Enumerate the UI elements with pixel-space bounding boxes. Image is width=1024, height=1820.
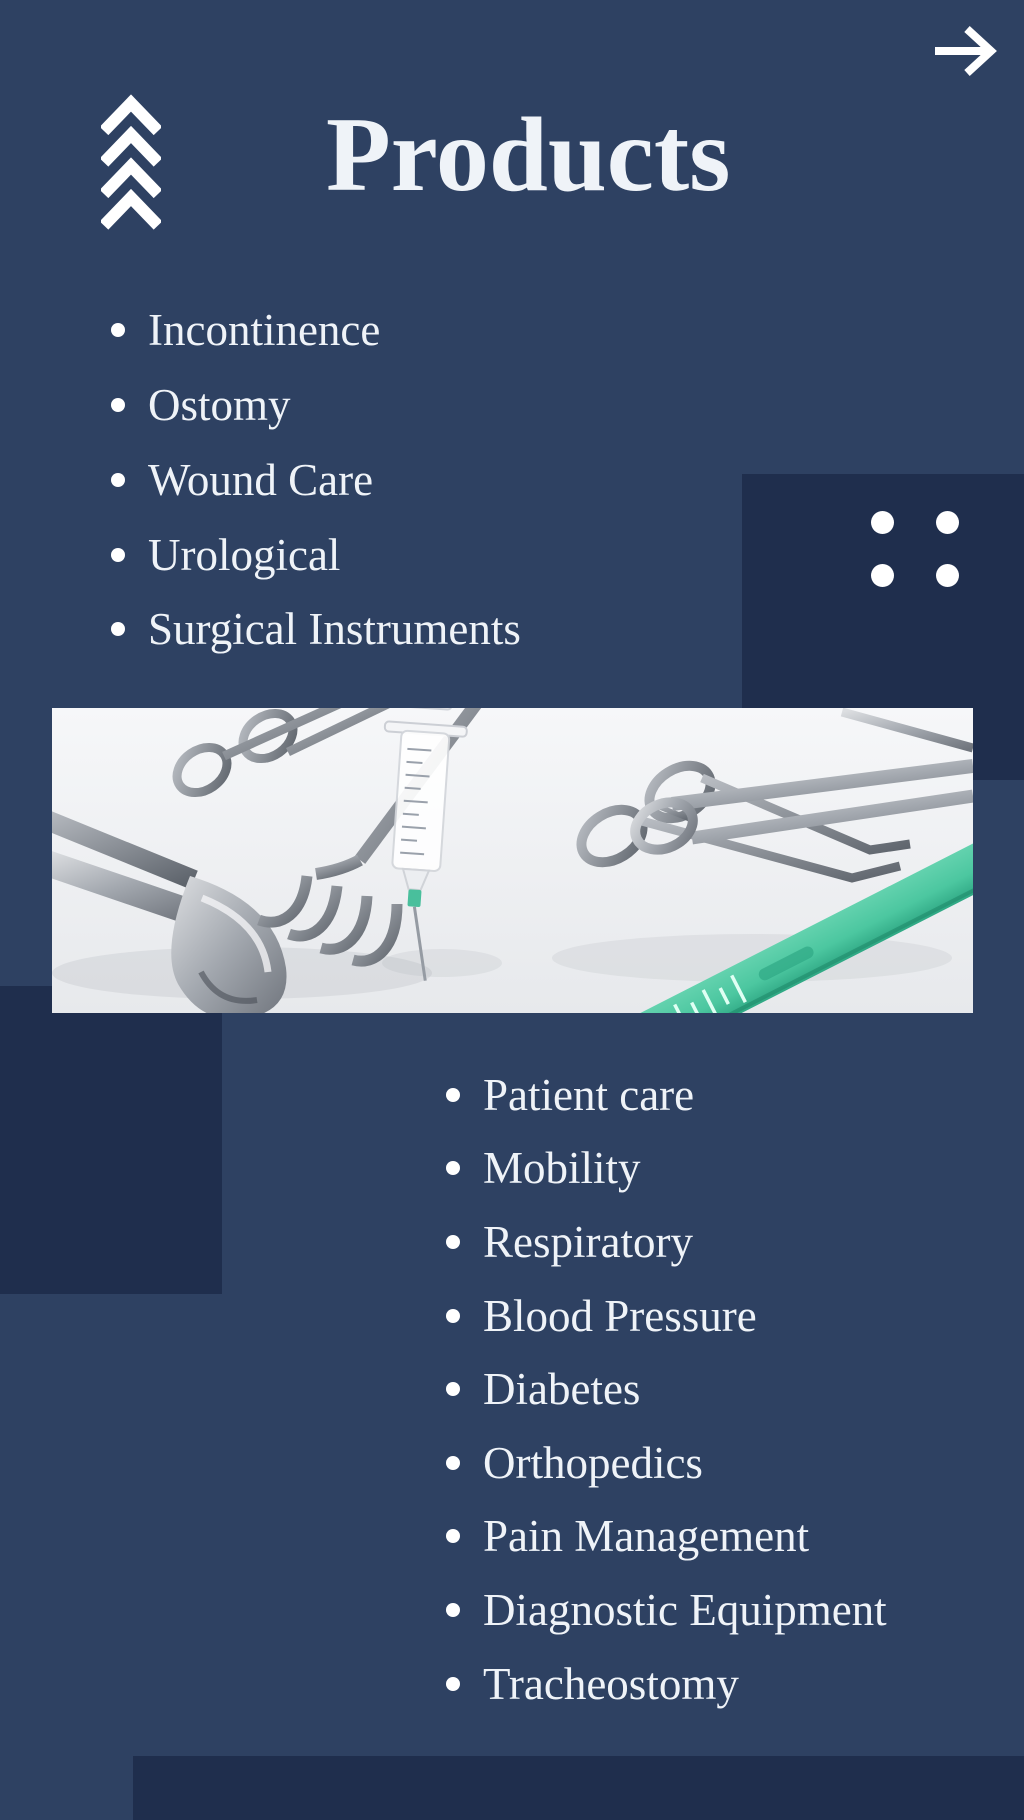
bullet-icon bbox=[446, 1603, 460, 1617]
bullet-icon bbox=[446, 1677, 460, 1691]
list-item-label: Ostomy bbox=[148, 380, 291, 431]
list-item bbox=[435, 1500, 887, 1574]
bullet-icon bbox=[446, 1235, 460, 1249]
bullet-icon bbox=[446, 1456, 460, 1470]
list-item bbox=[435, 1352, 887, 1426]
bullet-icon bbox=[111, 548, 125, 562]
list-item-label: Incontinence bbox=[148, 305, 381, 356]
bullet-icon bbox=[446, 1309, 460, 1323]
list-item bbox=[435, 1058, 887, 1132]
bullet-icon bbox=[446, 1382, 460, 1396]
dot-icon bbox=[871, 564, 894, 587]
accent-bar-bottom bbox=[133, 1756, 1024, 1820]
list-item bbox=[435, 1573, 887, 1647]
list-item-label: Respiratory bbox=[483, 1216, 693, 1267]
surgical-instruments-photo bbox=[52, 708, 973, 1013]
product-list-left bbox=[100, 293, 521, 667]
list-item bbox=[100, 293, 521, 368]
dot-icon bbox=[936, 511, 959, 534]
bullet-icon bbox=[111, 323, 125, 337]
product-list-right bbox=[435, 1058, 887, 1720]
list-item-label: Pain Management bbox=[483, 1511, 810, 1562]
list-item bbox=[435, 1647, 887, 1721]
dot-icon bbox=[871, 511, 894, 534]
list-item bbox=[100, 443, 521, 518]
list-item bbox=[100, 592, 521, 667]
list-item-label: Orthopedics bbox=[483, 1437, 703, 1488]
list-item-label: Patient care bbox=[483, 1069, 695, 1120]
list-item-label: Urological bbox=[148, 529, 341, 580]
list-item bbox=[435, 1426, 887, 1500]
list-item-label: Surgical Instruments bbox=[148, 604, 521, 655]
list-item bbox=[435, 1205, 887, 1279]
list-item-label: Blood Pressure bbox=[483, 1290, 757, 1341]
list-item-label: Wound Care bbox=[148, 454, 374, 505]
list-item bbox=[435, 1279, 887, 1353]
chevrons-up-icon bbox=[101, 83, 161, 238]
bullet-icon bbox=[111, 622, 125, 636]
list-item bbox=[100, 517, 521, 592]
dot-icon bbox=[936, 564, 959, 587]
bullet-icon bbox=[111, 473, 125, 487]
bullet-icon bbox=[446, 1088, 460, 1102]
list-item-label: Diagnostic Equipment bbox=[483, 1584, 887, 1635]
list-item bbox=[435, 1132, 887, 1206]
bullet-icon bbox=[111, 398, 125, 412]
bullet-icon bbox=[446, 1161, 460, 1175]
list-item-label: Mobility bbox=[483, 1143, 641, 1194]
list-item-label: Tracheostomy bbox=[483, 1658, 739, 1709]
page-title: Products bbox=[326, 96, 731, 213]
bullet-icon bbox=[446, 1529, 460, 1543]
list-item-label: Diabetes bbox=[483, 1364, 641, 1415]
accent-rect-left bbox=[0, 986, 222, 1294]
arrow-right-icon[interactable] bbox=[934, 26, 998, 76]
four-dot-grid-icon bbox=[871, 511, 971, 599]
list-item bbox=[100, 368, 521, 443]
